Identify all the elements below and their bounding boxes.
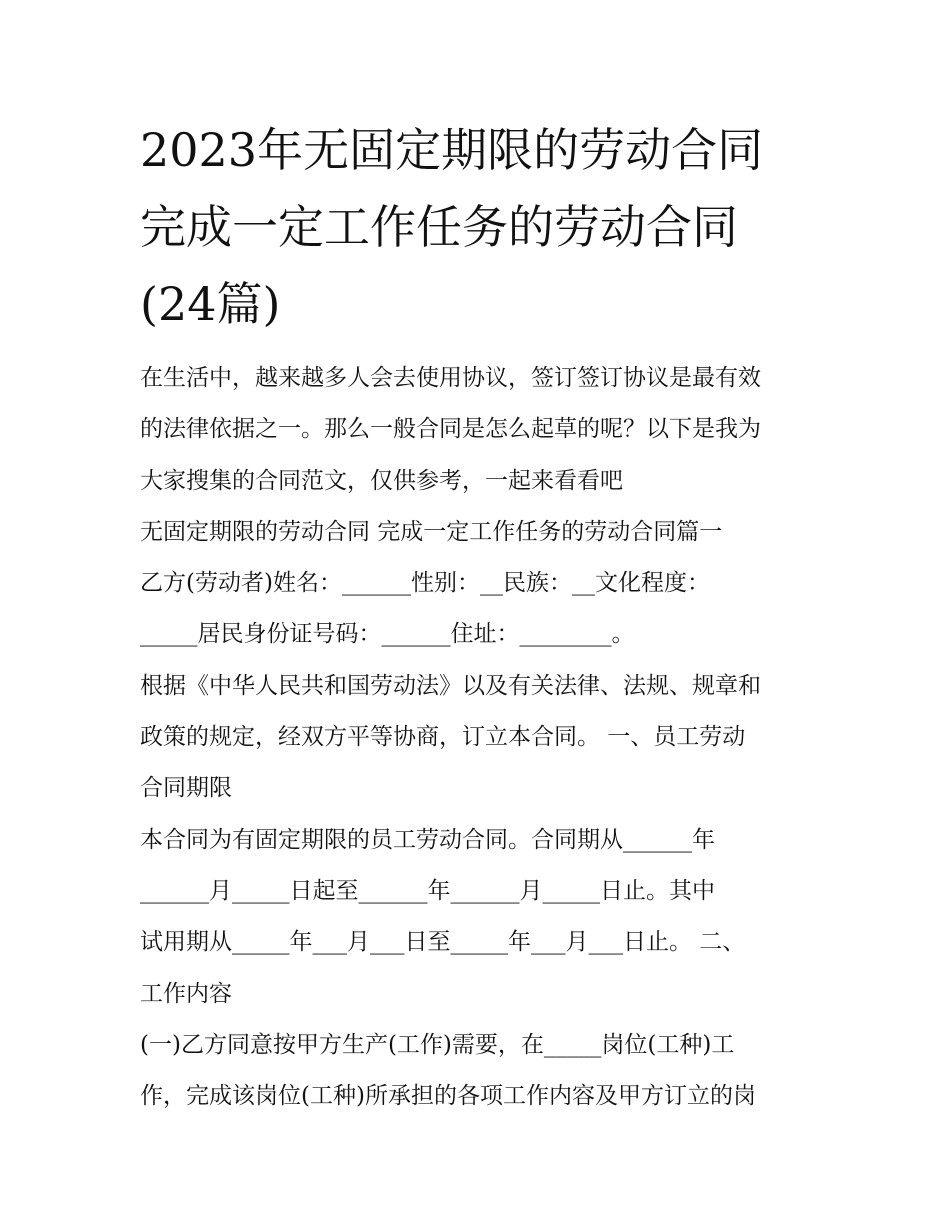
title-line: 2023年无固定期限的劳动合同 <box>140 123 764 177</box>
body-line: 工作内容 <box>140 980 232 1007</box>
document-title <box>140 112 820 343</box>
section-heading: 无固定期限的劳动合同 完成一定工作任务的劳动合同篇一 <box>140 518 723 545</box>
body-line: 在生活中，越来越多人会去使用协议，签订签订协议是最有效 <box>140 365 761 391</box>
body-line: 大家搜集的合同范文，仅供参考，一起来看看吧 <box>140 467 623 494</box>
body-line: 根据《中华人民共和国劳动法》以及有关法律、法规、规章和 <box>140 672 761 699</box>
body-line: _____居民身份证号码：______住址：________。 <box>140 621 635 648</box>
body-line: 试用期从_____年___月___日至_____年___月___日止。 二、 <box>140 929 746 956</box>
body-line: 乙方(劳动者)姓名：______性别：__民族：__文化程度： <box>140 570 710 597</box>
body-line: 本合同为有固定期限的员工劳动合同。合同期从______年 <box>140 826 715 853</box>
body-line: 作，完成该岗位(工种)所承担的各项工作内容及甲方订立的岗 <box>140 1083 756 1110</box>
body-line: ______月_____日起至______年______月_____日止。其中 <box>140 877 715 904</box>
body-line: 的法律依据之一。那么一般合同是怎么起草的呢？以下是我为 <box>140 416 761 443</box>
body-line: 合同期限 <box>140 775 232 802</box>
body-line: (一)乙方同意按甲方生产(工作)需要，在_____岗位(工种)工 <box>140 1031 735 1058</box>
title-line: (24篇) <box>140 277 281 331</box>
document-body <box>140 353 830 1122</box>
title-line: 完成一定工作任务的劳动合同 <box>140 200 738 254</box>
body-line: 政策的规定，经双方平等协商，订立本合同。 一、员工劳动 <box>140 724 746 751</box>
